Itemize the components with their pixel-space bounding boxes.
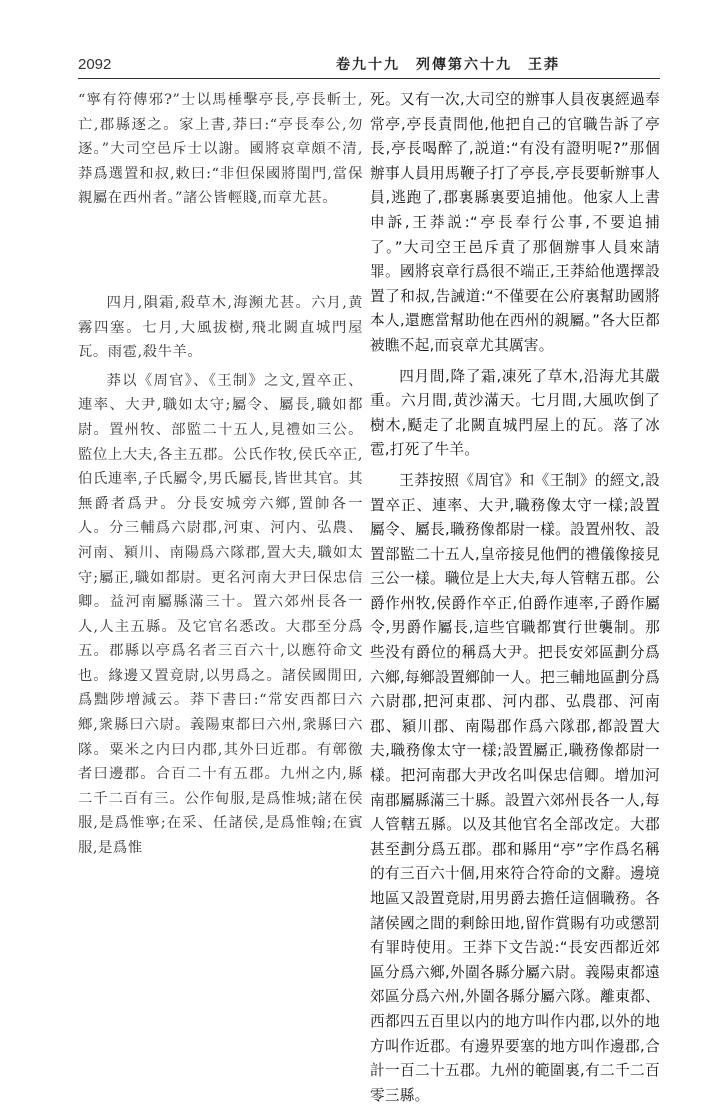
page-header bbox=[78, 52, 658, 76]
header-rule bbox=[78, 78, 660, 79]
original-paragraph-3: 莽以《周官》、《王制》之文,置卒正、連率、大尹,職如太守;屬令、屬長,職如都尉。置州牧、部監二十五人,見禮如三公。監位上大夫,各主五郡。公氏作牧,侯氏卒正,伯氏連率,子氏屬令,男氏屬長,皆世其官。其無爵者爲尹。分長安城旁六鄉,置帥各一人。分三輔爲六尉郡,河東、河内、弘農、河南、潁川、南陽爲六隊郡,置大夫,職如太守;屬正,職如都尉。更名河南大尹曰保忠信卿。益河南屬縣滿三十。置六郊州長各一人,人主五縣。及它官名悉改。大郡至分爲五。郡縣以亭爲名者三百六十,以應符命文也。緣邊又置竟尉,以男爲之。諸侯國閒田,爲黜陟增減云。莽下書曰:“常安西都曰六鄉,衆縣曰六尉。義陽東都曰六州,衆縣曰六隊。粟米之内曰内郡,其外曰近郡。有鄣徼者曰邊郡。合百二十有五郡。九州之内,縣二千二百有三。公作甸服,是爲惟城;諸在侯服,是爲惟寧;在采、任諸侯,是爲惟翰;在賓服,是爲惟 bbox=[78, 372, 363, 857]
translation-column bbox=[370, 88, 660, 1108]
original-paragraph-2: 四月,隕霜,殺草木,海瀕尤甚。六月,黄霧四塞。七月,大風拔樹,飛北闕直城門屋瓦。雨雹,殺牛羊。 bbox=[78, 294, 363, 361]
running-title: 卷九十九 列傳第六十九 王莽 bbox=[336, 57, 560, 73]
page-number: 2092 bbox=[78, 56, 112, 73]
translation-paragraph-3: 王莽按照《周官》和《王制》的經文,設置卒正、連率、大尹,職務像太守一樣;設置屬令、屬長,職務像都尉一樣。設置州牧、設置部監二十五人,皇帝接見他們的禮儀像接見三公一樣。職位是上大夫,每人管轄五郡。公爵作州牧,侯爵作卒正,伯爵作連率,子爵作屬令,男爵作屬長,這些官職都實行世襲制。那些没有爵位的稱爲大尹。把長安郊區劃分爲六鄉,每鄉設置鄉帥一人。把三輔地區劃分爲六尉郡,把河東郡、河内郡、弘農郡、河南郡、潁川郡、南陽郡作爲六隊郡,都設置大夫,職務像太守一樣;設置屬正,職務像都尉一樣。把河南郡大尹改名叫保忠信卿。增加河南郡屬縣滿三十縣。設置六郊州長各一人,每人管轄五縣。以及其他官名全部改定。大郡甚至劃分爲五郡。郡和縣用“亭”字作爲名稱的有三百六十個,用來符合符命的文辭。邊境地區又設置竟尉,用男爵去擔任這個職務。各諸侯國之間的剩餘田地,留作賞賜有功或懲罰有罪時使用。王莽下文告説:“長安西都近郊區分爲六鄉,外圍各縣分屬六尉。義陽東都遠郊區分爲六州,外圍各縣分屬六隊。離東都、西都四五百里以内的地方叫作内郡,以外的地方叫作近郡。有邊界要塞的地方叫作邊郡,合計一百二十五郡。九州的範圍裏,有二千二百零三縣。 bbox=[370, 471, 660, 1104]
original-text-column bbox=[78, 88, 363, 861]
translation-paragraph-2: 四月間,降了霜,凍死了草木,沿海尤其嚴重。六月間,黄沙滿天。七月間,大風吹倒了樹木,颳走了北闕直城門屋上的瓦。落了冰雹,打死了牛羊。 bbox=[370, 367, 660, 459]
translation-paragraph-1: 死。又有一次,大司空的辦事人員夜裏經過奉常亭,亭長責問他,他把自己的官職告訴了亭長,亭長喝醉了,説道:“有没有證明呢?”那個辦事人員用馬鞭子打了亭長,亭長要斬辦事人員,逃跑了,郡裏縣裏要追捕他。他家人上書申訴,王莽説:“亭長奉行公事,不要追捕了。”大司空王邑斥責了那個辦事人員來請罪。國將哀章行爲很不端正,王莽給他選擇設置了和叔,告誡道:“不僅要在公府裏幫助國將本人,還應當幫助他在西州的親屬。”各大臣都被瞧不起,而哀章尤其厲害。 bbox=[370, 91, 660, 354]
original-paragraph-1: “寧有符傳邪?”士以馬棰擊亭長,亭長斬士,亡,郡縣逐之。家上書,莽曰:“亭長奉公,勿逐。”大司空邑斥士以謝。國將哀章頗不清,莽爲選置和叔,敕曰:“非但保國將閨門,當保親屬在西州者。”諸公皆輕賤,而章尤甚。 bbox=[78, 92, 363, 207]
